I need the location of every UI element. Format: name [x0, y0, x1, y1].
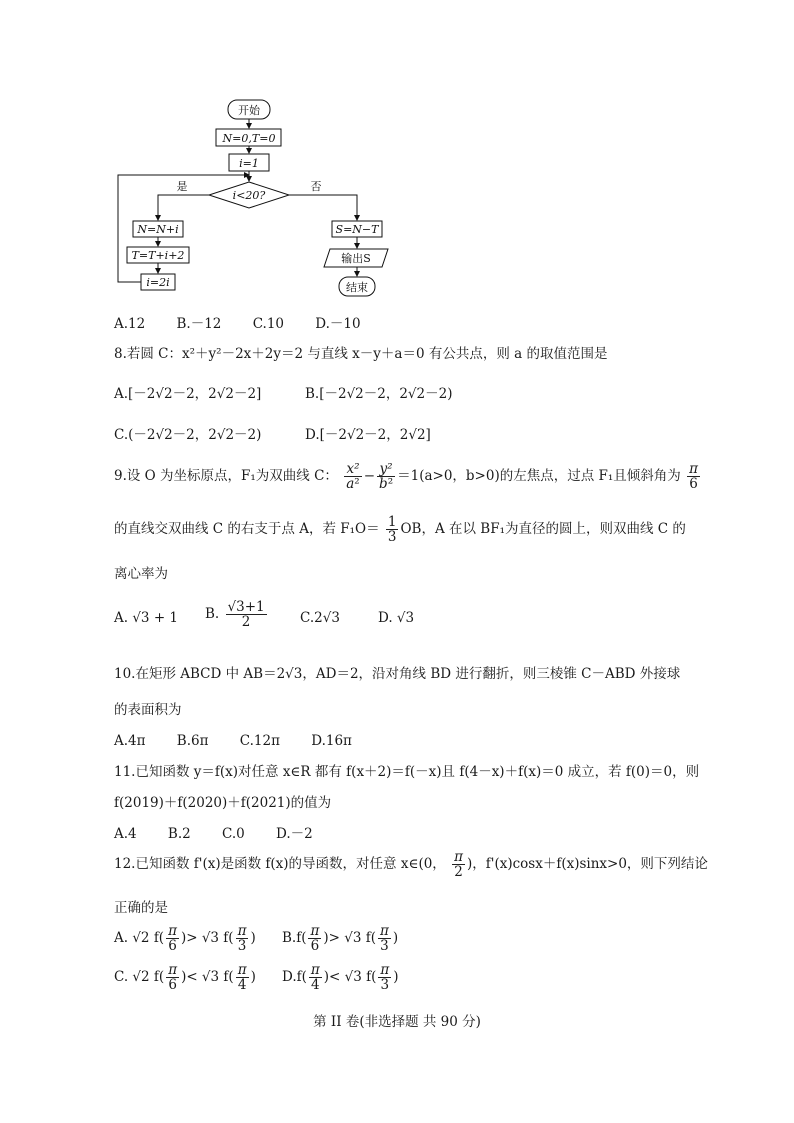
q9-option-a: A. √3 + 1 — [114, 610, 179, 626]
i-update-label: i=2i — [146, 276, 170, 289]
q9-line2 — [114, 515, 686, 544]
q12-line2: 正确的是 — [114, 900, 168, 916]
no-label: 否 — [310, 180, 322, 193]
q8-option-b: B.[－2√2－2，2√2－2) — [305, 386, 453, 402]
t-update-label: T=T+i+2 — [131, 249, 185, 262]
one-third: $\frac{1}{3}$ — [387, 514, 397, 546]
y2-over-b2: $\frac{\text{y²}}{\text{b²}}$ — [379, 461, 394, 493]
q10-line1: 10.在矩形 ABCD 中 AB＝2√3，AD＝2，沿对角线 BD 进行翻折，则三棱锥 C－ABD 外接球 — [114, 666, 681, 682]
q12-option-a: A. √2 f( $\frac{\pi}{6}$ )> √3 f( $\frac{\pi}{3}$ ) — [114, 923, 256, 955]
n-update-label: N=N+i — [137, 223, 179, 236]
q10-options: A.4π B.6π C.12π D.16π — [114, 733, 352, 749]
flowchart — [0, 0, 794, 310]
q12-line1-post: )，f'(x)cosx＋f(x)sinx>0，则下列结论 — [466, 856, 708, 873]
q11-options: A.4 B.2 C.0 D.－2 — [114, 826, 313, 842]
cond-label: i<20? — [232, 189, 266, 202]
q9-option-b — [205, 600, 269, 629]
q12-line1-pre: 12.已知函数 f'(x)是函数 f(x)的导函数，对任意 x∈(0， — [114, 856, 446, 873]
pi-over-2: $\frac{\pi}{2}$ — [454, 849, 463, 881]
q8-option-a: A.[－2√2－2，2√2－2] — [114, 386, 262, 402]
start-label: 开始 — [238, 104, 260, 117]
pi-over-6: $\frac{\pi}{6}$ — [689, 461, 698, 493]
s-calc-label: S=N−T — [335, 223, 379, 236]
q8-option-d: D.[－2√2－2，2√2] — [305, 427, 431, 443]
q8-stem: 8.若圆 C：x²＋y²－2x＋2y＝2 与直线 x－y＋a＝0 有公共点，则 a 的取值范围是 — [114, 346, 608, 362]
q9-line3: 离心率为 — [114, 566, 168, 582]
q11-line2: f(2019)＋f(2020)＋f(2021)的值为 — [114, 795, 332, 811]
q9-line2-post: OB，A 在以 BF₁为直径的圆上，则双曲线 C 的 — [400, 521, 686, 538]
q12-line1 — [114, 850, 708, 879]
q12-option-b: B.f( $\frac{\pi}{6}$ )> √3 f( $\frac{\pi}{3}$ ) — [282, 923, 399, 955]
i-init-label: i=1 — [239, 157, 259, 170]
q7-options: A.12 B.－12 C.10 D.－10 — [114, 316, 361, 332]
q9-line1-post: ＝1(a>0，b>0)的左焦点，过点 F₁且倾斜角为 — [397, 468, 681, 485]
x2-over-a2: $\frac{\text{x²}}{\text{a²}}$ — [346, 461, 360, 493]
q8-option-c: C.(－2√2－2，2√2－2) — [114, 427, 262, 443]
q9-line2-pre: 的直线交双曲线 C 的右支于点 A，若 F₁O＝ — [114, 521, 380, 538]
q9-option-d: D. √3 — [378, 610, 415, 626]
sqrt3-plus1-over2: $\frac{√3+1}{2}$ — [227, 599, 265, 631]
q11-line1: 11.已知函数 y＝f(x)对任意 x∈R 都有 f(x＋2)＝f(－x)且 f(4－x)＋f(x)＝0 成立，若 f(0)＝0，则 — [114, 764, 700, 780]
end-label: 结束 — [346, 281, 368, 294]
q9-option-c: C.2√3 — [300, 610, 340, 626]
q10-line2: 的表面积为 — [114, 702, 182, 718]
q9-line1: 9.设 O 为坐标原点，F₁为双曲线 C： $\frac{\text{x²}}{\text{a²}}$ − $\frac{\text{y²}}{\text{b²}}$ ＝1(a>0，b>0)的左焦点，过点 F₁且倾斜角为 $\frac{\pi}{6}$ — [114, 461, 698, 493]
q9-line1-pre: 9.设 O 为坐标原点，F₁为双曲线 C： — [114, 468, 338, 485]
q9-option-b-label: B. — [205, 606, 220, 623]
output-label: 输出S — [341, 252, 371, 265]
yes-label: 是 — [176, 180, 188, 193]
section-title: 第 II 卷(非选择题 共 90 分) — [313, 1014, 481, 1030]
init-label: N=0,T=0 — [222, 132, 276, 145]
q12-option-d: D.f( $\frac{\pi}{4}$ )< √3 f( $\frac{\pi}{3}$ ) — [282, 962, 399, 994]
q12-option-c: C. √2 f( $\frac{\pi}{6}$ )< √3 f( $\frac{\pi}{4}$ ) — [114, 962, 256, 994]
